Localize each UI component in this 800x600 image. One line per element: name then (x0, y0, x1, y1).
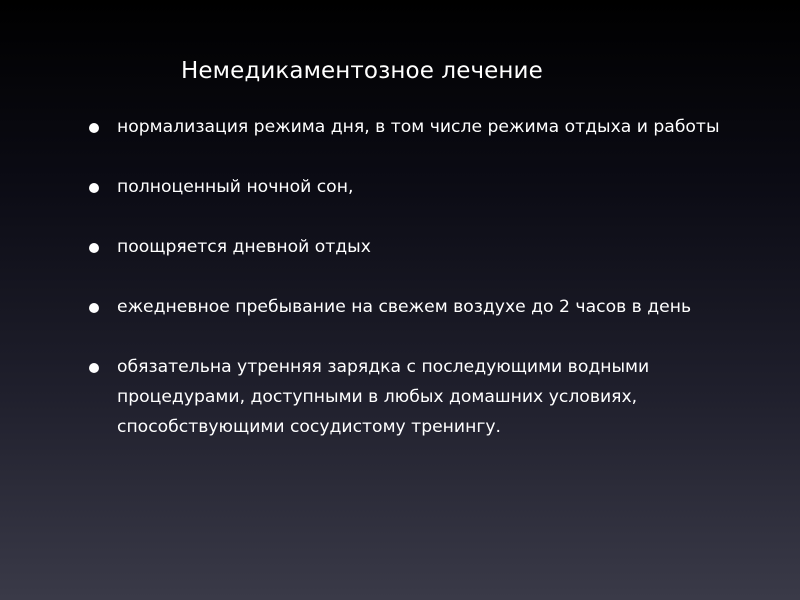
bullet-text: обязательна утренняя зарядка с последующими водными процедурами, доступными в любых домашних условиях, способствующими сосудистому тренингу. (117, 357, 650, 437)
bullet-dot-icon (89, 123, 99, 133)
bullet-item-night-sleep (85, 172, 725, 202)
bullet-list (85, 112, 725, 442)
bullet-text: ежедневное пребывание на свежем воздухе до 2 часов в день (117, 297, 692, 317)
bullet-dot-icon (89, 243, 99, 253)
bullet-dot-icon (89, 303, 99, 313)
bullet-item-morning-exercise (85, 352, 725, 442)
bullet-text: нормализация режима дня, в том числе режима отдыха и работы (117, 117, 720, 137)
bullet-item-daytime-rest (85, 232, 725, 262)
bullet-dot-icon (89, 363, 99, 373)
bullet-item-fresh-air (85, 292, 725, 322)
bullet-dot-icon (89, 183, 99, 193)
bullet-text: полноценный ночной сон, (117, 177, 354, 197)
bullet-text: поощряется дневной отдых (117, 237, 371, 257)
slide-title: Немедикаментозное лечение (181, 58, 543, 84)
bullet-item-daily-routine (85, 112, 725, 142)
